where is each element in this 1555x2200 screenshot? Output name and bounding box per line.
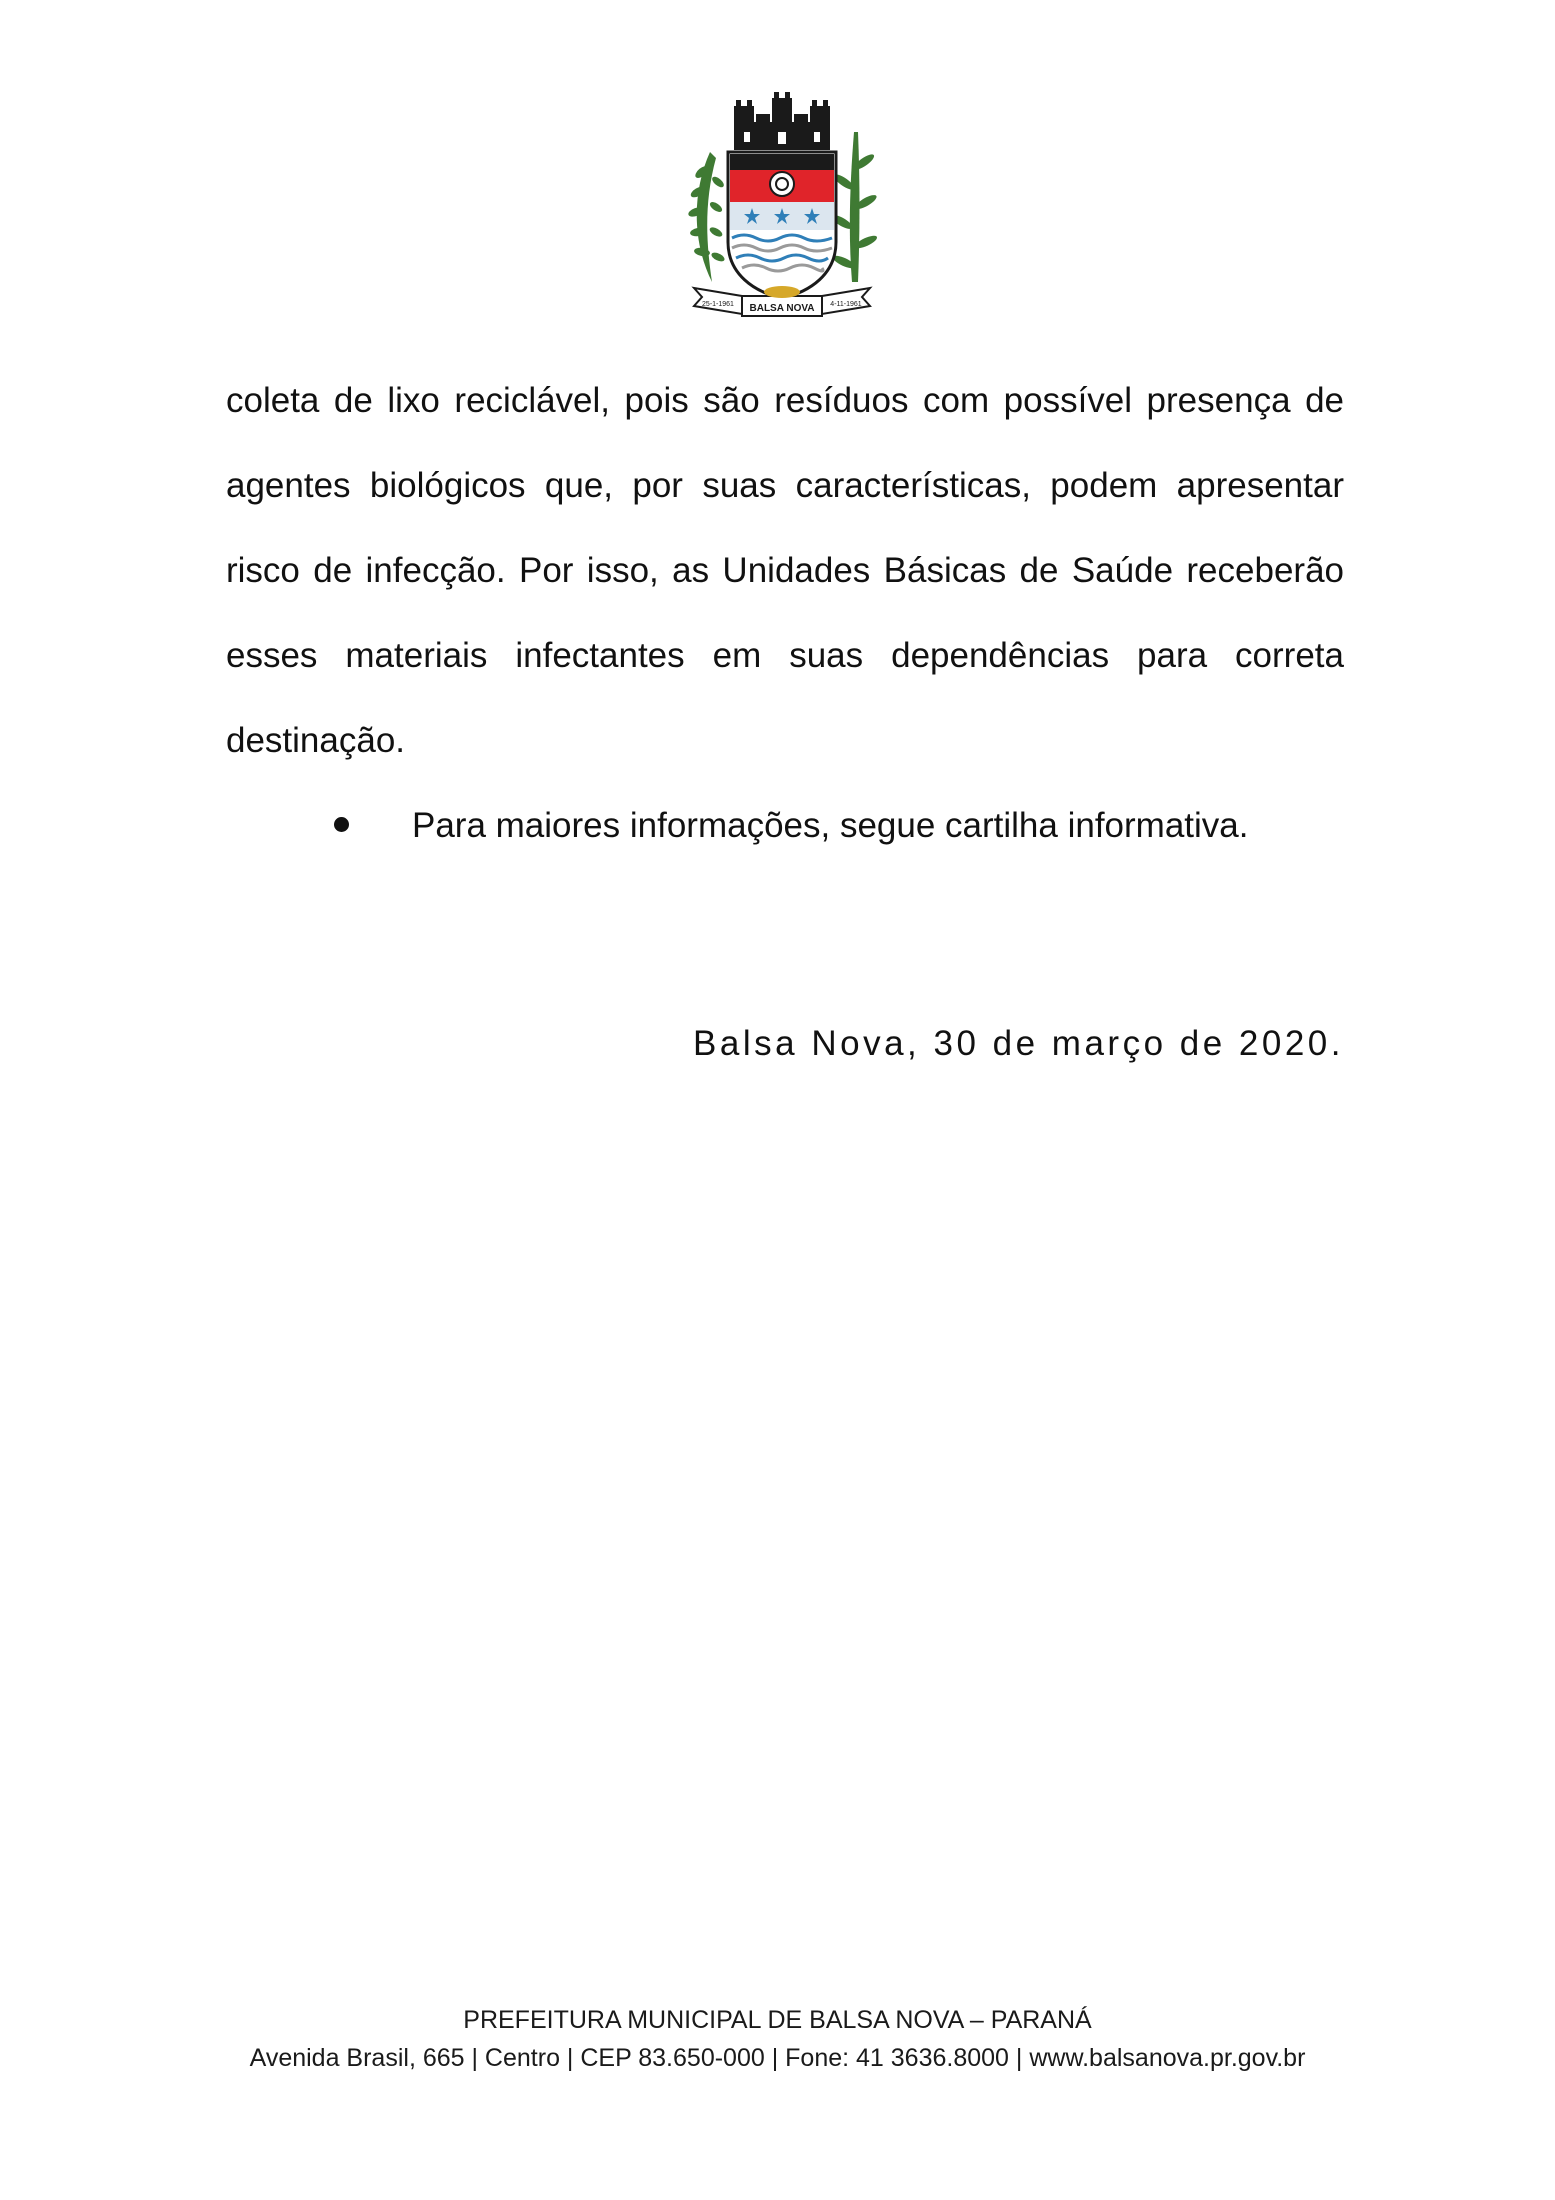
footer-institution: PREFEITURA MUNICIPAL DE BALSA NOVA – PARANÁ <box>463 2006 1092 2034</box>
bullet-text: Para maiores informações, segue cartilha informativa. <box>412 806 1249 845</box>
paragraph-line: destinação. <box>226 721 406 760</box>
motto-ribbon <box>694 286 870 316</box>
ribbon-date-right: 4-11-1961 <box>830 301 862 308</box>
ribbon-date-left: 25-1-1961 <box>702 301 734 308</box>
bullet-list-item <box>226 783 1344 868</box>
mural-crown <box>734 92 830 150</box>
body-paragraph <box>226 358 1344 783</box>
shield <box>728 152 836 298</box>
coat-of-arms-logo <box>682 92 882 322</box>
paragraph-line: coleta de lixo reciclável, pois são resíduos com possível presença de <box>226 381 1344 420</box>
paragraph-line: esses materiais infectantes em suas dependências para correta <box>226 636 1344 675</box>
ribbon-name: BALSA NOVA <box>749 303 815 314</box>
footer-contact: Avenida Brasil, 665 | Centro | CEP 83.650-000 | Fone: 41 3636.8000 | www.balsanova.pr.gov.br <box>249 2044 1306 2072</box>
bullet-icon <box>334 817 349 832</box>
laurel-branch-left <box>687 152 726 282</box>
paragraph-line: risco de infecção. Por isso, as Unidades Básicas de Saúde receberão <box>226 551 1344 590</box>
paragraph-line: agentes biológicos que, por suas características, podem apresentar <box>226 466 1344 505</box>
date-line: Balsa Nova, 30 de março de 2020. <box>693 1024 1344 1063</box>
